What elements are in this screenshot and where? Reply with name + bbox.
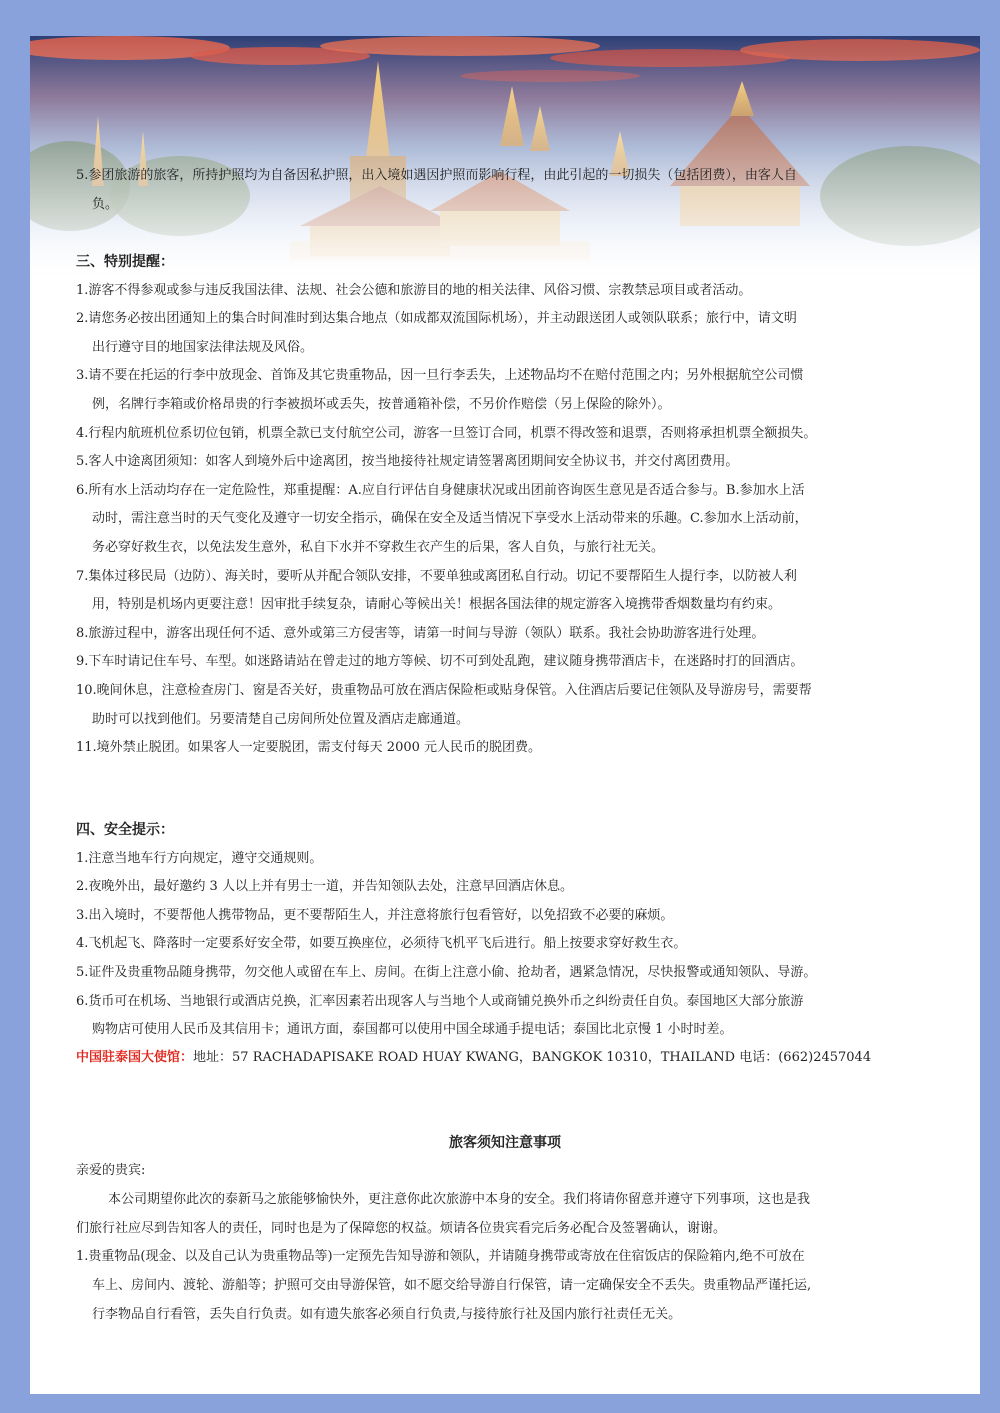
intro-item-line-1: 5.参团旅游的旅客，所持护照均为自备因私护照，出入境如遇因护照而影响行程，由此引起的一切损失（包括团费），由客人自 xyxy=(76,168,797,183)
notice-item1-line-3: 行李物品自行看管，丢失自行负责。如有遗失旅客必须自行负责,与接待旅行社及国内旅行社责任无关。 xyxy=(92,1307,682,1322)
special-item-2-line-2: 出行遵守目的地国家法律法规及风俗。 xyxy=(92,339,314,355)
safety-item-1-line-1: 1.注意当地车行方向规定，遵守交通规则。 xyxy=(76,850,323,866)
embassy-info: 地址：57 RACHADAPISAKE ROAD HUAY KWANG，BANGKOK 10310，THAILAND 电话：(662)2457044 xyxy=(193,1050,872,1065)
special-item-10-line-1: 10.晚间休息，注意检查房门、窗是否关好，贵重物品可放在酒店保险柜或贴身保管。入住酒店后要记住领队及导游房号，需要帮 xyxy=(76,682,812,698)
intro-item-line-2: 负。 xyxy=(92,197,119,212)
notice-para-line-1: 本公司期望你此次的泰新马之旅能够愉快外，更注意你此次旅游中本身的安全。我们将请你留意并遵守下列事项，这也是我 xyxy=(108,1192,811,1207)
special-item-4-line-1: 4.行程内航班机位系切位包销，机票全款已支付航空公司，游客一旦签订合同，机票不得改签和退票，否则将承担机票全额损失。 xyxy=(76,425,817,441)
notice-para-line-2: 们旅行社应尽到告知客人的责任，同时也是为了保障您的权益。烦请各位贵宾看完后务必配合及签署确认，谢谢。 xyxy=(76,1221,727,1236)
special-item-3-line-1: 3.请不要在托运的行李中放现金、首饰及其它贵重物品，因一旦行李丢失，上述物品均不在赔付范围之内；另外根据航空公司惯 xyxy=(76,368,804,384)
safety-item-6-line-1: 6.货币可在机场、当地银行或酒店兑换，汇率因素若出现客人与当地个人或商铺兑换外币之纠纷责任自负。泰国地区大部分旅游 xyxy=(76,993,804,1009)
special-item-10-line-2: 助时可以找到他们。另要清楚自己房间所处位置及酒店走廊通道。 xyxy=(92,711,470,727)
safety-item-6-line-2: 购物店可使用人民币及其信用卡；通讯方面，泰国都可以使用中国全球通手提电话；泰国比北京慢 1 小时时差。 xyxy=(92,1022,733,1038)
notice-greeting: 亲爱的贵宾: xyxy=(76,1163,146,1178)
notice-item1-line-1: 1.贵重物品(现金、以及自己认为贵重物品等)一定预先告知导游和领队，并请随身携带或寄放在住宿饭店的保险箱内,绝不可放在 xyxy=(76,1249,805,1264)
document-page xyxy=(30,36,980,1394)
safety-item-2-line-1: 2.夜晚外出，最好邀约 3 人以上并有男士一道，并告知领队去处，注意早回酒店休息。 xyxy=(76,879,573,895)
safety-heading: 四、安全提示： xyxy=(76,822,174,838)
special-item-11-line-1: 11.境外禁止脱团。如果客人一定要脱团，需支付每天 2000 元人民币的脱团费。 xyxy=(76,740,542,756)
special-item-8-line-1: 8.旅游过程中，游客出现任何不适、意外或第三方侵害等，请第一时间与导游（领队）联系。我社会协助游客进行处理。 xyxy=(76,625,765,641)
embassy-label: 中国驻泰国大使馆： xyxy=(76,1050,194,1065)
special-item-6-line-3: 务必穿好救生衣，以免法发生意外，私自下水并不穿救生衣产生的后果，客人自负，与旅行社无关。 xyxy=(92,539,665,555)
special-heading: 三、特别提醒： xyxy=(76,254,174,270)
special-item-1-line-1: 1.游客不得参观或参与违反我国法律、法规、社会公德和旅游目的地的相关法律、风俗习惯、宗教禁忌项目或者活动。 xyxy=(76,282,752,298)
safety-item-5-line-1: 5.证件及贵重物品随身携带，勿交他人或留在车上、房间。在街上注意小偷、抢劫者，遇紧急情况，尽快报警或通知领队、导游。 xyxy=(76,964,817,980)
special-item-7-line-1: 7.集体过移民局（边防）、海关时，要听从并配合领队安排，不要单独或离团私自行动。切记不要帮陌生人提行李，以防被人利 xyxy=(76,568,797,584)
special-item-2-line-1: 2.请您务必按出团通知上的集合时间准时到达集合地点（如成都双流国际机场），并主动跟送团人或领队联系；旅行中，请文明 xyxy=(76,311,797,327)
embassy-line xyxy=(76,1044,871,1073)
special-item-6-line-1: 6.所有水上活动均存在一定危险性，郑重提醒：A.应自行评估自身健康状况或出团前咨询医生意见是否适合参与。B.参加水上活 xyxy=(76,482,805,498)
special-item-7-line-2: 用，特别是机场内更要注意！因审批手续复杂，请耐心等候出关！根据各国法律的规定游客入境携带香烟数量均有约束。 xyxy=(92,597,782,613)
special-item-6-line-2: 动时，需注意当时的天气变化及遵守一切安全指示，确保在安全及适当情况下享受水上活动带来的乐趣。C.参加水上活动前， xyxy=(92,511,808,527)
special-item-5-line-1: 5.客人中途离团须知：如客人到境外后中途离团，按当地接待社规定请签署离团期间安全协议书，并交付离团费用。 xyxy=(76,454,739,470)
special-item-9-line-1: 9.下车时请记住车号、车型。如迷路请站在曾走过的地方等候、切不可到处乱跑，建议随身携带酒店卡，在迷路时打的回酒店。 xyxy=(76,654,804,670)
special-item-3-line-2: 例，名牌行李箱或价格昂贵的行李被损坏或丢失，按普通箱补偿，不另价作赔偿（另上保险的除外）。 xyxy=(92,396,671,412)
notice-item1-line-2: 车上、房间内、渡轮、游船等；护照可交由导游保管，如不愿交给导游自行保管，请一定确保安全不丢失。贵重物品严谨托运, xyxy=(92,1278,812,1293)
notice-title: 旅客须知注意事项 xyxy=(449,1135,561,1151)
safety-item-4-line-1: 4.飞机起飞、降落时一定要系好安全带，如要互换座位，必须待飞机平飞后进行。船上按要求穿好救生衣。 xyxy=(76,936,687,952)
safety-item-3-line-1: 3.出入境时，不要帮他人携带物品，更不要帮陌生人，并注意将旅行包看管好，以免招致不必要的麻烦。 xyxy=(76,907,674,923)
